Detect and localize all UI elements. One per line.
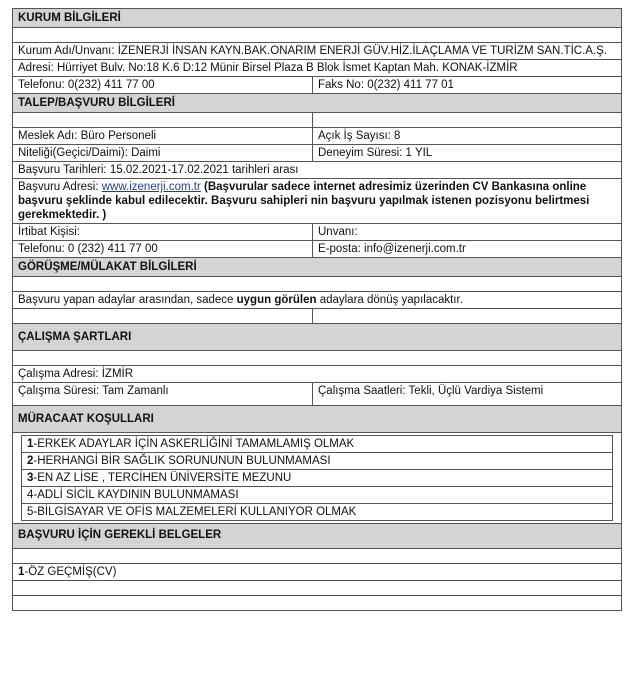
- acik-is-sayisi: Açık İş Sayısı: 8: [318, 130, 401, 142]
- calisma-adres-row: [12, 365, 622, 382]
- empty-row: [12, 112, 622, 127]
- job-posting-form: [12, 8, 622, 611]
- section-header-belgeler: BAŞVURU İÇİN GEREKLİ BELGELER: [12, 523, 622, 548]
- empty-row: [12, 276, 622, 291]
- muracaat-item: 1-ERKEK ADAYLAR İÇİN ASKERLİĞİNİ TAMAMLAMIŞ OLMAK: [22, 436, 612, 453]
- muracaat-item: 3-EN AZ LİSE , TERCİHEN ÜNİVERSİTE MEZUNU: [22, 470, 612, 487]
- section-header-kurum: KURUM BİLGİLERİ: [12, 8, 622, 27]
- muracaat-item: 2-HERHANGİ BİR SAĞLIK SORUNUNUN BULUNMAMASI: [22, 453, 612, 470]
- talep-meslek-row: [12, 127, 622, 144]
- talep-adres-row: [12, 178, 622, 223]
- muracaat-item: 5-BİLGİSAYAR VE OFİS MALZEMELERİ KULLANIYOR OLMAK: [27, 506, 357, 518]
- empty-row: [12, 580, 622, 595]
- muracaat-list: [21, 435, 613, 521]
- kurum-address-label: Adresi:: [18, 62, 54, 74]
- kurum-address-value: Hürriyet Bulv. No:18 K.6 D:12 Münir Birsel Plaza B Blok İsmet Kaptan Mah. KONAK-İZMİR: [57, 62, 518, 74]
- section-header-talep: TALEP/BAŞVURU BİLGİLERİ: [12, 93, 622, 112]
- nitelik: Niteliği(Geçici/Daimi): Daimi: [13, 145, 313, 161]
- section-header-calisma: ÇALIŞMA ŞARTLARI: [12, 323, 622, 350]
- kurum-name-label: Kurum Adı/Unvanı:: [18, 45, 115, 57]
- talep-eposta: E-posta: info@izenerji.com.tr: [318, 243, 466, 255]
- talep-nitelik-row: [12, 144, 622, 161]
- calisma-adresi: Çalışma Adresi: İZMİR: [18, 368, 134, 380]
- section-header-muracaat: MÜRACAAT KOŞULLARI: [12, 405, 622, 432]
- gorusme-text-bold: uygun görülen: [236, 294, 317, 306]
- calisma-saatleri: Çalışma Saatleri: Tekli, Üçlü Vardiya Sistemi: [318, 385, 544, 397]
- kurum-contact-row: [12, 76, 622, 93]
- kurum-address-row: [12, 59, 622, 76]
- unvan: Unvanı:: [318, 226, 358, 238]
- kurum-phone: Telefonu: 0(232) 411 77 00: [13, 77, 313, 93]
- calisma-sure-row: [12, 382, 622, 405]
- basvuru-adresi-label: Başvuru Adresi:: [18, 181, 99, 193]
- gorusme-text-1: Başvuru yapan adaylar arasından, sadece: [18, 294, 237, 306]
- basvuru-link[interactable]: www.izenerji.com.tr: [101, 181, 201, 193]
- talep-irtibat-row: [12, 223, 622, 240]
- belge-item-num: 1: [18, 566, 25, 578]
- section-header-gorusme: GÖRÜŞME/MÜLAKAT BİLGİLERİ: [12, 257, 622, 276]
- irtibat-kisisi: İrtibat Kişisi:: [13, 224, 313, 240]
- talep-telefon-row: [12, 240, 622, 257]
- kurum-fax: Faks No: 0(232) 411 77 01: [318, 79, 454, 91]
- talep-telefon: Telefonu: 0 (232) 411 77 00: [13, 241, 313, 257]
- empty-row: [12, 595, 622, 611]
- basvuru-note: (Başvurular sadece internet adresimiz üzerinden CV Bankasına online başvuru şeklinde kabul edilecektir. Başvuru sahipleri nin başvuru yapılmak istenen pozisyonu belirtmesi gerekmektedir. ): [18, 181, 590, 221]
- muracaat-box: [12, 432, 622, 523]
- deneyim-suresi: Deneyim Süresi: 1 YIL: [318, 147, 433, 159]
- talep-tarih-row: [12, 161, 622, 178]
- belge-item-text: -ÖZ GEÇMİŞ(CV): [24, 566, 117, 578]
- muracaat-item: 4-ADLİ SİCİL KAYDININ BULUNMAMASI: [22, 487, 612, 504]
- belge-item-row: [12, 563, 622, 580]
- gorusme-text-2: adaylara dönüş yapılacaktır.: [316, 294, 463, 306]
- basvuru-tarihleri: Başvuru Tarihleri: 15.02.2021-17.02.2021 tarihleri arası: [18, 164, 299, 176]
- gorusme-text-row: [12, 291, 622, 308]
- empty-row: [12, 27, 622, 42]
- empty-row: [12, 548, 622, 563]
- meslek-adi: Meslek Adı: Büro Personeli: [13, 128, 313, 144]
- empty-row: [12, 308, 622, 323]
- kurum-name-value: İZENERJİ İNSAN KAYN.BAK.ONARIM ENERJİ GÜV.HİZ.İLAÇLAMA VE TURİZM SAN.TİC.A.Ş.: [117, 45, 608, 57]
- kurum-name-row: [12, 42, 622, 59]
- empty-row: [12, 350, 622, 365]
- calisma-suresi: Çalışma Süresi: Tam Zamanlı: [13, 383, 313, 405]
